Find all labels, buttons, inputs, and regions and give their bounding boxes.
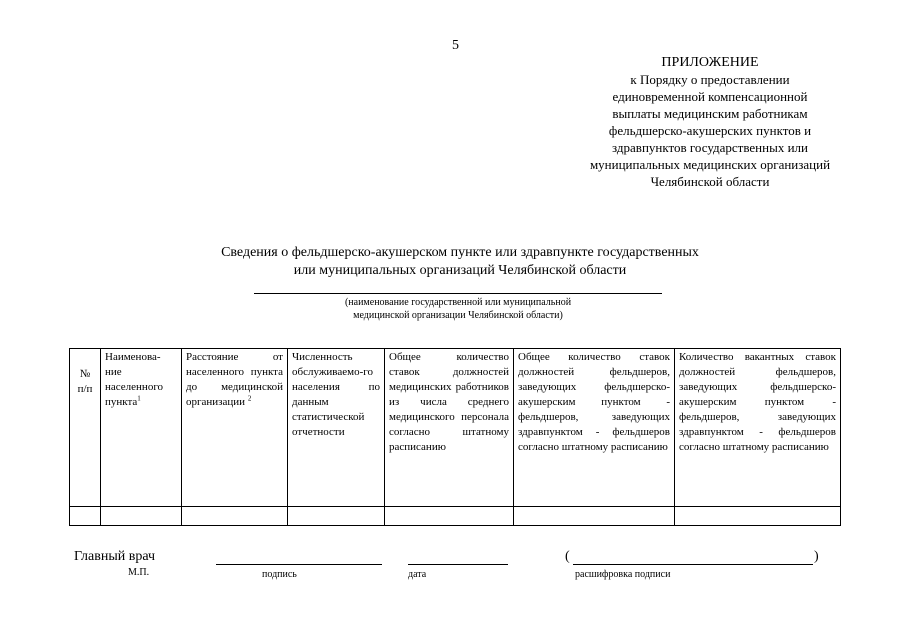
date-line[interactable] [408,564,508,565]
table-cell[interactable] [182,507,288,526]
close-paren: ) [814,549,819,564]
appendix-line: к Порядку о предоставлении [630,72,790,87]
header-population: Численность обслуживаемо-го населения по данным статистической отчетности [288,349,385,507]
appendix-line: здравпунктов государственных или [612,140,808,155]
header-vacant-rates: Количество вакантных ставок должностей фельдшеров, заведующих фельдшерско-акушерским пунктом - фельдшеров, заведующих здравпунктом - фельдшеров согласно штатному расписанию [675,349,841,507]
header-feldsher-rates: Общее количество ставок должностей фельдшеров, заведующих фельдшерско-акушерским пунктом - фельдшеров, заведующих здравпунктом - фельдшеров согласно штатному расписанию [514,349,675,507]
table-header-row [70,349,841,507]
table-cell[interactable] [514,507,675,526]
document-title [150,244,770,280]
table-cell[interactable] [675,507,841,526]
organization-caption-line-1: (наименование государственной или муниципальной [344,297,572,308]
table-cell[interactable] [70,507,101,526]
organization-caption-line-2: медицинской организации Челябинской области) [353,310,563,321]
open-paren: ( [565,549,570,564]
table-row [70,507,841,526]
header-distance: Расстояние от населенного пункта до медицинской организации $^2$ [182,349,288,507]
organization-name-line [254,293,662,294]
name-decode-line[interactable] [573,564,813,565]
table-cell[interactable] [288,507,385,526]
appendix-line: единовременной компенсационной [612,89,808,104]
info-table [69,348,841,526]
signature-line[interactable] [216,564,382,565]
table-cell[interactable] [385,507,514,526]
page-number: 5 [452,38,459,53]
appendix-line: выплаты медицинским работникам [612,106,808,121]
decode-caption: расшифровка подписи [575,569,671,580]
appendix-line: муниципальных медицинских организаций [589,157,831,172]
appendix-heading: ПРИЛОЖЕНИЕ [661,55,759,70]
appendix-line: фельдшерско-акушерских пунктов и [608,123,812,138]
table-cell[interactable] [101,507,182,526]
signature-caption: подпись [262,569,297,580]
header-settlement: Наименова-ние населенного пункта$^1$ [101,349,182,507]
date-caption: дата [408,569,427,580]
title-line-1: Сведения о фельдшерско-акушерском пункте или здравпункте государственных [221,245,699,260]
header-total-staff-rates: Общее количество ставок должностей медицинских работников из числа среднего медицинского персонала согласно штатному расписанию [385,349,514,507]
appendix-block [560,54,860,190]
title-line-2: или муниципальных организаций Челябинской области [293,263,627,278]
chief-doctor-label: Главный врач [74,549,156,564]
organization-caption [254,296,662,322]
header-number: № п/п [70,349,101,507]
stamp-label: М.П. [128,567,150,578]
appendix-line: Челябинской области [650,174,770,189]
